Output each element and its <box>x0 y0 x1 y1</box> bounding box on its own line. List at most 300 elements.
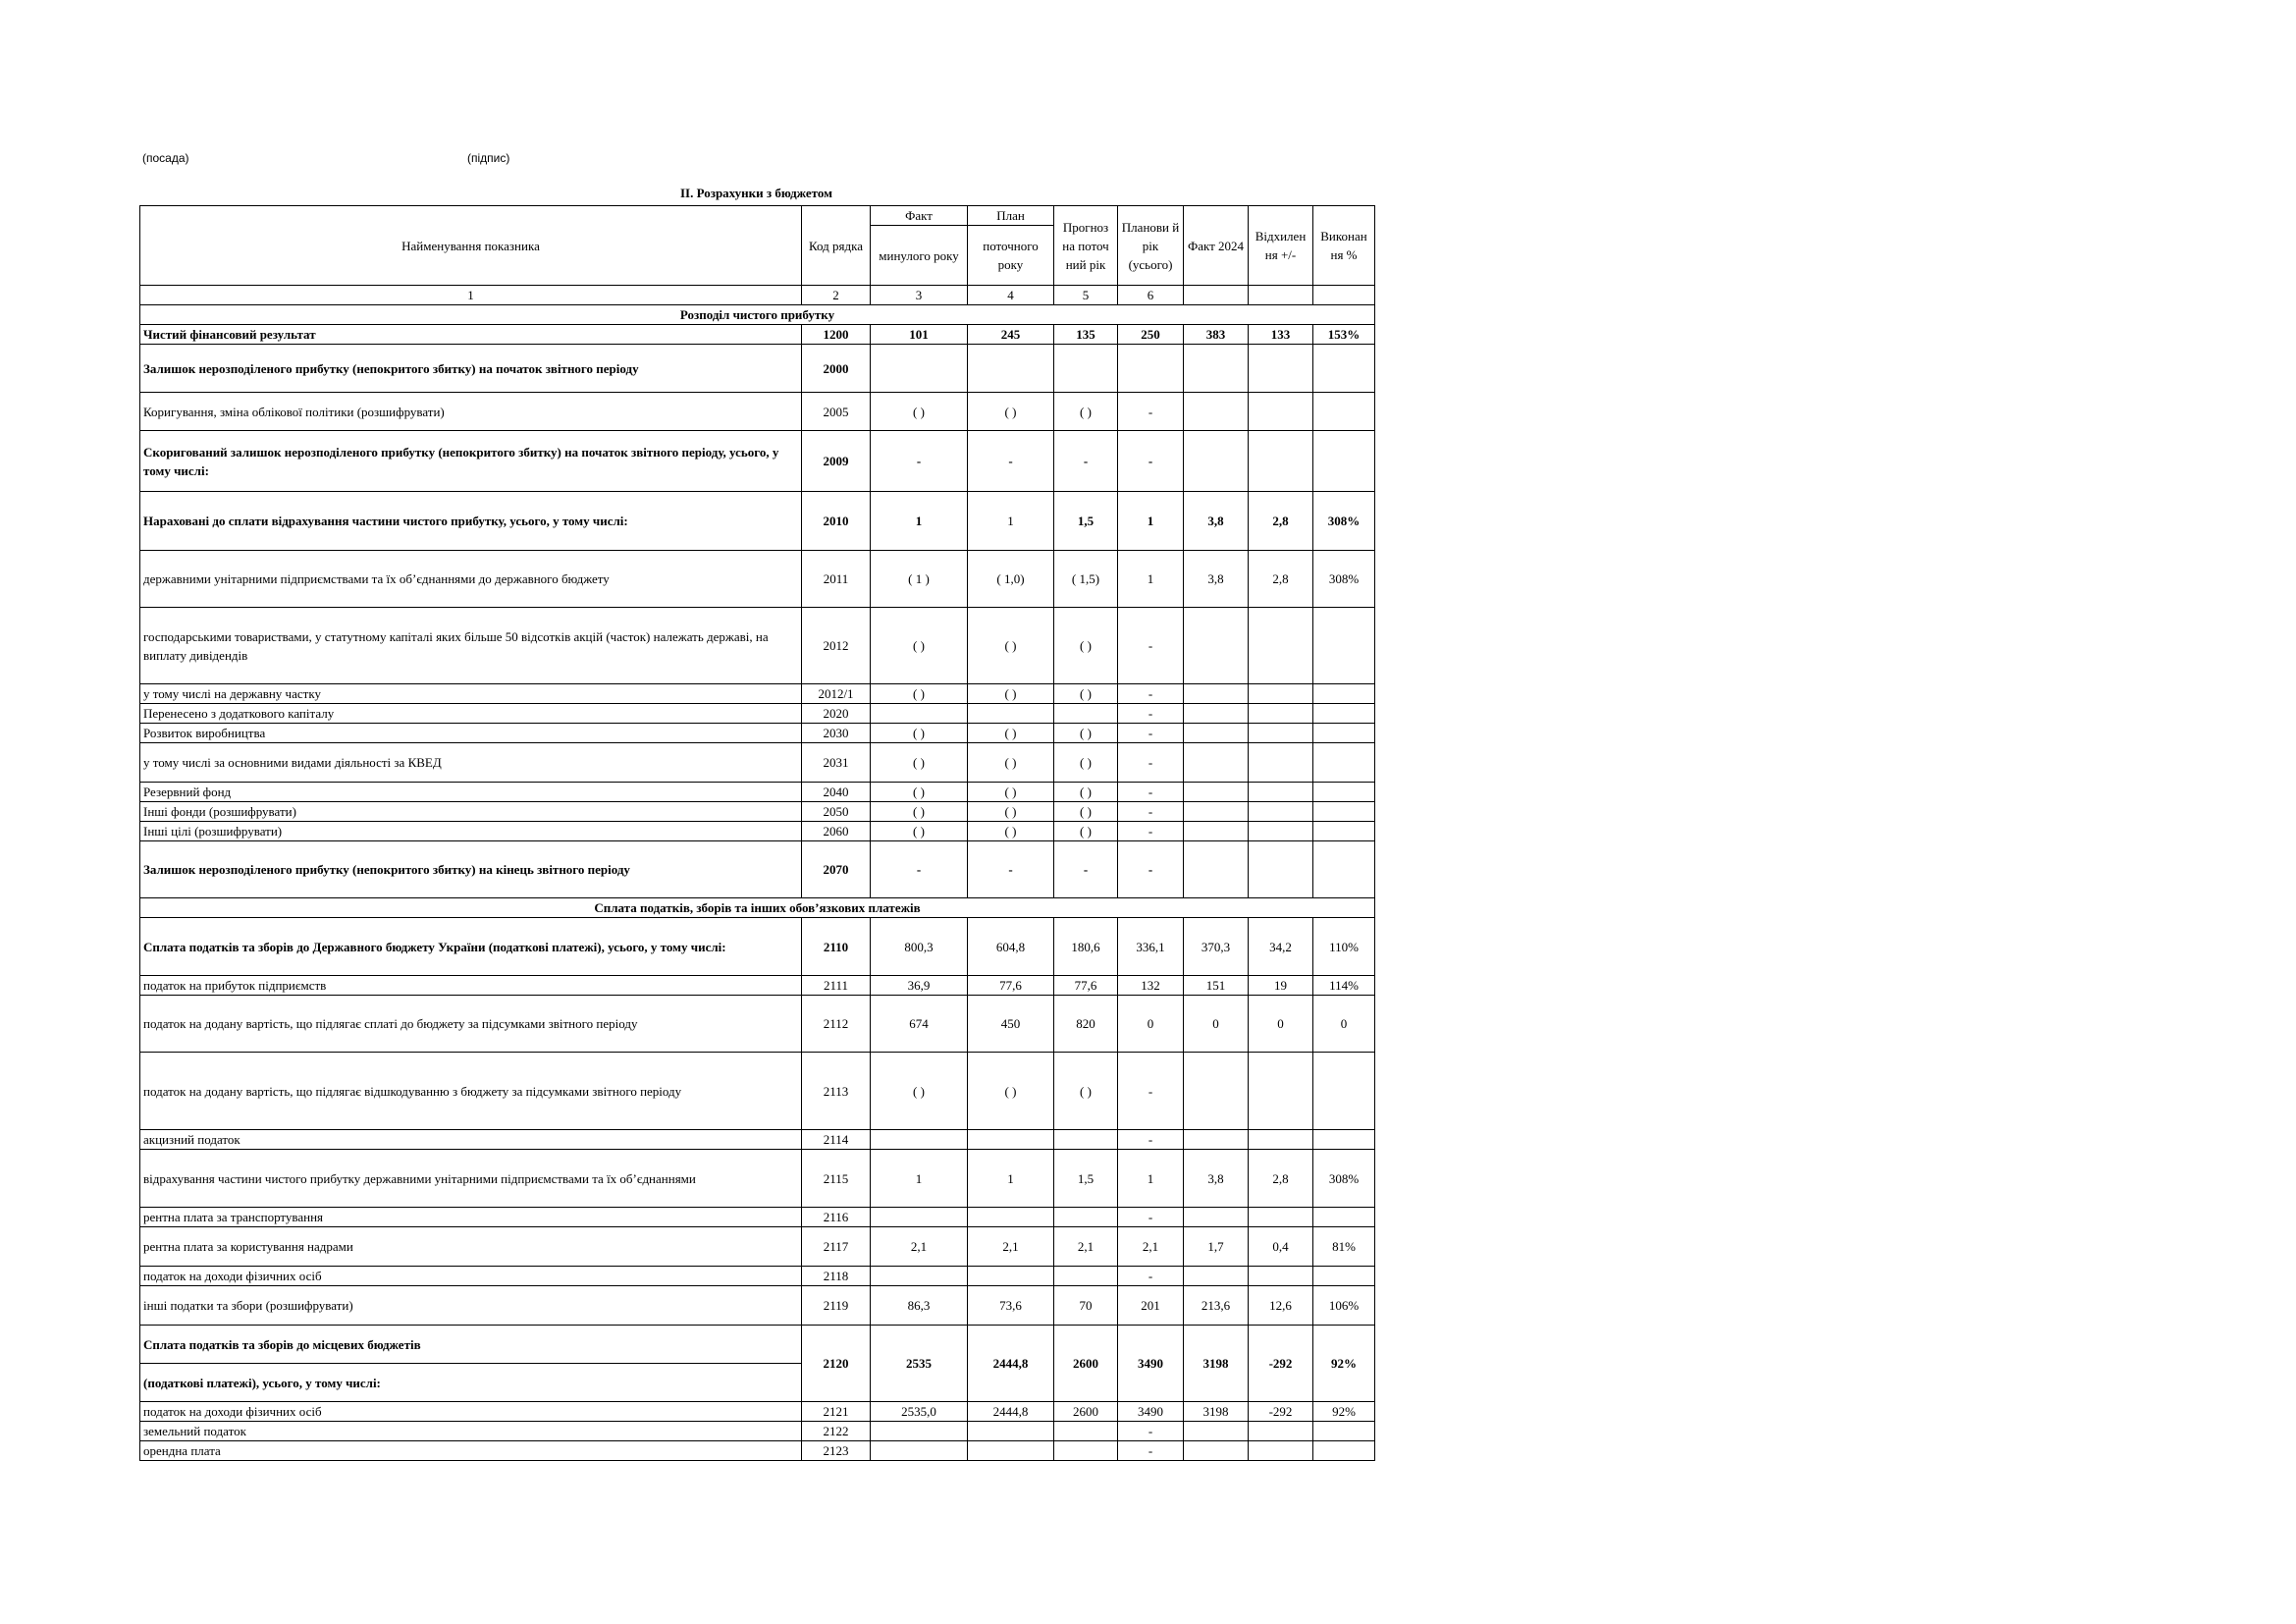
row-value: 81% <box>1313 1227 1375 1267</box>
row-value <box>1249 743 1313 783</box>
row-value: - <box>1054 841 1118 898</box>
row-value <box>1184 608 1249 684</box>
row-name: Чистий фінансовий результат <box>140 325 802 345</box>
table-row <box>140 1227 1375 1267</box>
row-code: 2040 <box>802 783 871 802</box>
row-value: 2,8 <box>1249 492 1313 551</box>
table-row <box>140 918 1375 976</box>
row-value <box>1313 841 1375 898</box>
row-value <box>1249 345 1313 393</box>
row-value: 308% <box>1313 1150 1375 1208</box>
row-name: земельний податок <box>140 1422 802 1441</box>
row-value <box>968 1130 1054 1150</box>
row-value <box>1249 1267 1313 1286</box>
row-value: ( ) <box>968 1053 1054 1130</box>
row-value <box>1313 684 1375 704</box>
row-code: 2118 <box>802 1267 871 1286</box>
row-name: державними унітарними підприємствами та їх об’єднаннями до державного бюджету <box>140 551 802 608</box>
row-value: - <box>1118 822 1184 841</box>
row-value: ( ) <box>871 1053 968 1130</box>
row-value: 110% <box>1313 918 1375 976</box>
row-name: у тому числі за основними видами діяльності за КВЕД <box>140 743 802 783</box>
header-deviation: Відхилен ня +/- <box>1249 206 1313 286</box>
row-name-continued: (податкові платежі), усього, у тому числі: <box>140 1364 802 1402</box>
row-value <box>1249 1130 1313 1150</box>
table-row <box>140 1208 1375 1227</box>
header-fact: Факт <box>871 206 968 226</box>
row-value: 133 <box>1249 325 1313 345</box>
row-value <box>1249 704 1313 724</box>
row-value: 0 <box>1184 996 1249 1053</box>
row-value: ( ) <box>1054 724 1118 743</box>
table-row <box>140 822 1375 841</box>
row-value: 86,3 <box>871 1286 968 1326</box>
row-value: ( ) <box>1054 822 1118 841</box>
row-value: ( ) <box>871 743 968 783</box>
row-code: 2011 <box>802 551 871 608</box>
header-planned: Планови й рік (усього) <box>1118 206 1184 286</box>
row-value: 604,8 <box>968 918 1054 976</box>
header-plan: План <box>968 206 1054 226</box>
row-value: ( ) <box>968 783 1054 802</box>
table-row <box>140 1441 1375 1461</box>
row-value <box>1249 1208 1313 1227</box>
row-code: 2070 <box>802 841 871 898</box>
row-value <box>1249 802 1313 822</box>
header-code: Код рядка <box>802 206 871 286</box>
row-code: 2116 <box>802 1208 871 1227</box>
row-name: податок на додану вартість, що підлягає відшкодуванню з бюджету за підсумками звітного періоду <box>140 1053 802 1130</box>
table-row <box>140 608 1375 684</box>
row-value: 36,9 <box>871 976 968 996</box>
row-value <box>968 1267 1054 1286</box>
row-value <box>1184 1130 1249 1150</box>
table-row <box>140 1326 1375 1364</box>
row-value: - <box>1118 1208 1184 1227</box>
row-code: 2121 <box>802 1402 871 1422</box>
row-code: 2111 <box>802 976 871 996</box>
row-value <box>1249 783 1313 802</box>
row-value <box>1313 802 1375 822</box>
row-value: 77,6 <box>968 976 1054 996</box>
row-value: - <box>1118 393 1184 431</box>
row-name: Розвиток виробництва <box>140 724 802 743</box>
row-value <box>1054 345 1118 393</box>
row-value: 0 <box>1249 996 1313 1053</box>
row-value <box>1184 1208 1249 1227</box>
row-value <box>1249 724 1313 743</box>
row-name: Коригування, зміна облікової політики (розшифрувати) <box>140 393 802 431</box>
row-value <box>1249 608 1313 684</box>
row-value <box>1313 1208 1375 1227</box>
row-value: - <box>1118 783 1184 802</box>
row-value <box>1184 684 1249 704</box>
table-row <box>140 1267 1375 1286</box>
row-value <box>1184 345 1249 393</box>
row-value: - <box>968 431 1054 492</box>
row-name: Перенесено з додаткового капіталу <box>140 704 802 724</box>
row-value <box>1249 841 1313 898</box>
row-name: податок на доходи фізичних осіб <box>140 1267 802 1286</box>
row-value: - <box>1118 841 1184 898</box>
row-value <box>1313 822 1375 841</box>
row-code: 1200 <box>802 325 871 345</box>
table-row <box>140 431 1375 492</box>
row-value: ( ) <box>968 743 1054 783</box>
row-value <box>1184 743 1249 783</box>
row-value: 19 <box>1249 976 1313 996</box>
row-code: 2010 <box>802 492 871 551</box>
row-value: 1 <box>968 1150 1054 1208</box>
row-value <box>871 1441 968 1461</box>
row-value: ( 1,0) <box>968 551 1054 608</box>
row-value: 2,1 <box>1054 1227 1118 1267</box>
row-name: відрахування частини чистого прибутку державними унітарними підприємствами та їх об’єднаннями <box>140 1150 802 1208</box>
row-name: орендна плата <box>140 1441 802 1461</box>
row-value: 450 <box>968 996 1054 1053</box>
row-value: 1 <box>968 492 1054 551</box>
row-value <box>1249 1422 1313 1441</box>
header-execution: Виконан ня % <box>1313 206 1375 286</box>
section-header-row <box>140 305 1375 325</box>
row-code: 2114 <box>802 1130 871 1150</box>
row-code: 2110 <box>802 918 871 976</box>
row-value: ( 1 ) <box>871 551 968 608</box>
row-value: 151 <box>1184 976 1249 996</box>
row-code: 2009 <box>802 431 871 492</box>
row-value: 3198 <box>1184 1326 1249 1402</box>
row-value: 800,3 <box>871 918 968 976</box>
row-value: ( ) <box>968 608 1054 684</box>
row-value: 201 <box>1118 1286 1184 1326</box>
row-value <box>1313 345 1375 393</box>
section-header: Розподіл чистого прибутку <box>140 305 1375 325</box>
row-value: 0 <box>1118 996 1184 1053</box>
table-row <box>140 841 1375 898</box>
row-value: ( ) <box>1054 608 1118 684</box>
row-value: 2,1 <box>871 1227 968 1267</box>
row-name: у тому числі на державну частку <box>140 684 802 704</box>
row-name: Сплата податків та зборів до Державного бюджету України (податкові платежі), усього, у тому числі: <box>140 918 802 976</box>
table-row <box>140 783 1375 802</box>
row-value: 2600 <box>1054 1402 1118 1422</box>
row-name: Нараховані до сплати відрахування частини чистого прибутку, усього, у тому числі: <box>140 492 802 551</box>
table-row <box>140 802 1375 822</box>
row-code: 2050 <box>802 802 871 822</box>
row-value: ( ) <box>871 393 968 431</box>
row-value: - <box>1118 1130 1184 1150</box>
row-value: 101 <box>871 325 968 345</box>
row-name: господарськими товариствами, у статутному капіталі яких більше 50 відсотків акцій (часток) належать державі, на виплату дивідендів <box>140 608 802 684</box>
row-value: 674 <box>871 996 968 1053</box>
row-code: 2005 <box>802 393 871 431</box>
row-code: 2060 <box>802 822 871 841</box>
row-value: 245 <box>968 325 1054 345</box>
row-value: - <box>1118 704 1184 724</box>
row-value: 77,6 <box>1054 976 1118 996</box>
table-row <box>140 1150 1375 1208</box>
row-value <box>1054 1422 1118 1441</box>
row-value <box>1184 724 1249 743</box>
header-plan-sub: поточного року <box>968 226 1054 286</box>
row-value: 2535,0 <box>871 1402 968 1422</box>
row-value <box>1054 1441 1118 1461</box>
row-value <box>1249 1441 1313 1461</box>
row-value <box>968 1441 1054 1461</box>
row-value <box>871 345 968 393</box>
row-value: ( ) <box>968 802 1054 822</box>
row-value: 92% <box>1313 1402 1375 1422</box>
row-value: 308% <box>1313 492 1375 551</box>
row-name: Інші фонди (розшифрувати) <box>140 802 802 822</box>
col-number: 3 <box>871 286 968 305</box>
row-value: 2600 <box>1054 1326 1118 1402</box>
header-forecast: Прогноз на поточ ний рік <box>1054 206 1118 286</box>
row-value: - <box>1118 802 1184 822</box>
row-value <box>1249 822 1313 841</box>
row-value: - <box>1118 743 1184 783</box>
row-value: 114% <box>1313 976 1375 996</box>
row-value: - <box>871 841 968 898</box>
row-value <box>1313 783 1375 802</box>
row-value <box>1184 1053 1249 1130</box>
row-value <box>1184 393 1249 431</box>
row-value <box>1184 431 1249 492</box>
row-name: Резервний фонд <box>140 783 802 802</box>
row-value: 1,5 <box>1054 1150 1118 1208</box>
row-name: податок на додану вартість, що підлягає сплаті до бюджету за підсумками звітного періоду <box>140 996 802 1053</box>
row-value: ( ) <box>871 608 968 684</box>
row-value: - <box>1118 1441 1184 1461</box>
position-caption: (посада) <box>142 151 189 165</box>
row-value: 3,8 <box>1184 551 1249 608</box>
row-value <box>968 704 1054 724</box>
row-code: 2012/1 <box>802 684 871 704</box>
row-value: 370,3 <box>1184 918 1249 976</box>
row-value: 383 <box>1184 325 1249 345</box>
row-value: 2,8 <box>1249 551 1313 608</box>
row-name: Скоригований залишок нерозподіленого прибутку (непокритого збитку) на початок звітного періоду, усього, у тому числі: <box>140 431 802 492</box>
row-name: податок на прибуток підприємств <box>140 976 802 996</box>
row-value <box>1249 393 1313 431</box>
table-row <box>140 345 1375 393</box>
row-value: 132 <box>1118 976 1184 996</box>
section-title: ІІ. Розрахунки з бюджетом <box>679 186 832 200</box>
row-value: ( ) <box>871 783 968 802</box>
row-value: 3,8 <box>1184 1150 1249 1208</box>
row-value: 0 <box>1313 996 1375 1053</box>
row-name: Залишок нерозподіленого прибутку (непокритого збитку) на кінець звітного періоду <box>140 841 802 898</box>
row-value: 1 <box>1118 492 1184 551</box>
table-row <box>140 1130 1375 1150</box>
row-value <box>1184 1422 1249 1441</box>
row-value: 92% <box>1313 1326 1375 1402</box>
row-value: ( ) <box>1054 783 1118 802</box>
row-value <box>871 704 968 724</box>
header-name: Найменування показника <box>140 206 802 286</box>
table-row <box>140 704 1375 724</box>
row-value <box>1313 743 1375 783</box>
row-value: - <box>871 431 968 492</box>
col-number <box>1313 286 1375 305</box>
row-value: - <box>1118 724 1184 743</box>
row-value <box>1184 704 1249 724</box>
section-header-row <box>140 898 1375 918</box>
row-value: ( ) <box>1054 802 1118 822</box>
row-value: 2444,8 <box>968 1402 1054 1422</box>
table-row <box>140 1053 1375 1130</box>
col-number: 5 <box>1054 286 1118 305</box>
row-value: 70 <box>1054 1286 1118 1326</box>
row-value: - <box>1118 684 1184 704</box>
row-value <box>871 1130 968 1150</box>
table-row <box>140 996 1375 1053</box>
row-value <box>1184 841 1249 898</box>
row-value: 1,7 <box>1184 1227 1249 1267</box>
row-value: - <box>1118 1422 1184 1441</box>
row-name: інші податки та збори (розшифрувати) <box>140 1286 802 1326</box>
row-value: -292 <box>1249 1402 1313 1422</box>
row-code: 2031 <box>802 743 871 783</box>
table-row <box>140 1422 1375 1441</box>
row-code: 2030 <box>802 724 871 743</box>
row-value: ( ) <box>1054 1053 1118 1130</box>
row-value <box>1118 345 1184 393</box>
row-value: 0,4 <box>1249 1227 1313 1267</box>
row-value: 2535 <box>871 1326 968 1402</box>
table-row <box>140 1402 1375 1422</box>
table-row <box>140 724 1375 743</box>
row-value: 3490 <box>1118 1402 1184 1422</box>
row-value: - <box>1118 1267 1184 1286</box>
row-value: -292 <box>1249 1326 1313 1402</box>
table-row <box>140 743 1375 783</box>
row-code: 2117 <box>802 1227 871 1267</box>
row-value <box>1313 724 1375 743</box>
row-value <box>1184 783 1249 802</box>
row-value: 106% <box>1313 1286 1375 1326</box>
row-value: ( ) <box>871 822 968 841</box>
row-value <box>1313 1441 1375 1461</box>
row-value: 153% <box>1313 325 1375 345</box>
row-value <box>1249 1053 1313 1130</box>
row-value: 2,1 <box>1118 1227 1184 1267</box>
row-value: ( ) <box>871 724 968 743</box>
table-row <box>140 393 1375 431</box>
row-code: 2123 <box>802 1441 871 1461</box>
row-value: 34,2 <box>1249 918 1313 976</box>
table-row <box>140 551 1375 608</box>
row-value <box>1054 1130 1118 1150</box>
row-value <box>871 1208 968 1227</box>
row-value: 3198 <box>1184 1402 1249 1422</box>
row-value <box>1313 1422 1375 1441</box>
row-value <box>1313 704 1375 724</box>
row-value <box>1313 393 1375 431</box>
row-value <box>1054 1208 1118 1227</box>
row-name: податок на доходи фізичних осіб <box>140 1402 802 1422</box>
row-value: 1,5 <box>1054 492 1118 551</box>
col-number: 1 <box>140 286 802 305</box>
row-value <box>1313 1130 1375 1150</box>
row-value: 250 <box>1118 325 1184 345</box>
row-code: 2020 <box>802 704 871 724</box>
col-number <box>1184 286 1249 305</box>
row-value <box>968 1422 1054 1441</box>
table-row <box>140 492 1375 551</box>
row-name: акцизний податок <box>140 1130 802 1150</box>
row-value <box>1184 802 1249 822</box>
row-value: 2444,8 <box>968 1326 1054 1402</box>
row-value: ( ) <box>968 724 1054 743</box>
col-number: 6 <box>1118 286 1184 305</box>
row-value: 1 <box>1118 1150 1184 1208</box>
row-value: 1 <box>871 492 968 551</box>
row-code: 2122 <box>802 1422 871 1441</box>
table-row <box>140 976 1375 996</box>
header-fact-2024: Факт 2024 <box>1184 206 1249 286</box>
row-value: - <box>1054 431 1118 492</box>
section-header: Сплата податків, зборів та інших обов’язкових платежів <box>140 898 1375 918</box>
row-value <box>1184 822 1249 841</box>
row-value: ( ) <box>968 393 1054 431</box>
row-value: - <box>1118 431 1184 492</box>
row-value <box>1313 1053 1375 1130</box>
row-value: 336,1 <box>1118 918 1184 976</box>
row-value <box>1313 431 1375 492</box>
row-value: 2,1 <box>968 1227 1054 1267</box>
row-value: ( 1,5) <box>1054 551 1118 608</box>
row-value: - <box>1118 608 1184 684</box>
row-code: 2115 <box>802 1150 871 1208</box>
row-value <box>1249 684 1313 704</box>
column-numbers-row <box>140 286 1375 305</box>
row-name: рентна плата за користування надрами <box>140 1227 802 1267</box>
header-fact-sub: минулого року <box>871 226 968 286</box>
row-value: - <box>1118 1053 1184 1130</box>
signature-caption: (підпис) <box>467 151 510 165</box>
budget-settlements-table <box>139 205 1375 1461</box>
row-value: 1 <box>1118 551 1184 608</box>
row-value: 213,6 <box>1184 1286 1249 1326</box>
table-row <box>140 1286 1375 1326</box>
row-code: 2012 <box>802 608 871 684</box>
row-value: 73,6 <box>968 1286 1054 1326</box>
col-number <box>1249 286 1313 305</box>
col-number: 4 <box>968 286 1054 305</box>
row-name: Інші цілі (розшифрувати) <box>140 822 802 841</box>
row-code: 2000 <box>802 345 871 393</box>
row-value <box>1249 431 1313 492</box>
row-value: 308% <box>1313 551 1375 608</box>
row-code: 2113 <box>802 1053 871 1130</box>
row-name: Сплата податків та зборів до місцевих бюджетів <box>140 1326 802 1364</box>
row-value <box>1054 704 1118 724</box>
row-value <box>871 1422 968 1441</box>
row-value: ( ) <box>968 684 1054 704</box>
row-value: 3490 <box>1118 1326 1184 1402</box>
row-value <box>968 345 1054 393</box>
row-value: ( ) <box>871 684 968 704</box>
row-value: ( ) <box>871 802 968 822</box>
row-value: 180,6 <box>1054 918 1118 976</box>
row-value: 3,8 <box>1184 492 1249 551</box>
row-value: ( ) <box>1054 684 1118 704</box>
row-value <box>1184 1267 1249 1286</box>
row-value: 12,6 <box>1249 1286 1313 1326</box>
row-value: ( ) <box>968 822 1054 841</box>
row-value <box>1313 608 1375 684</box>
